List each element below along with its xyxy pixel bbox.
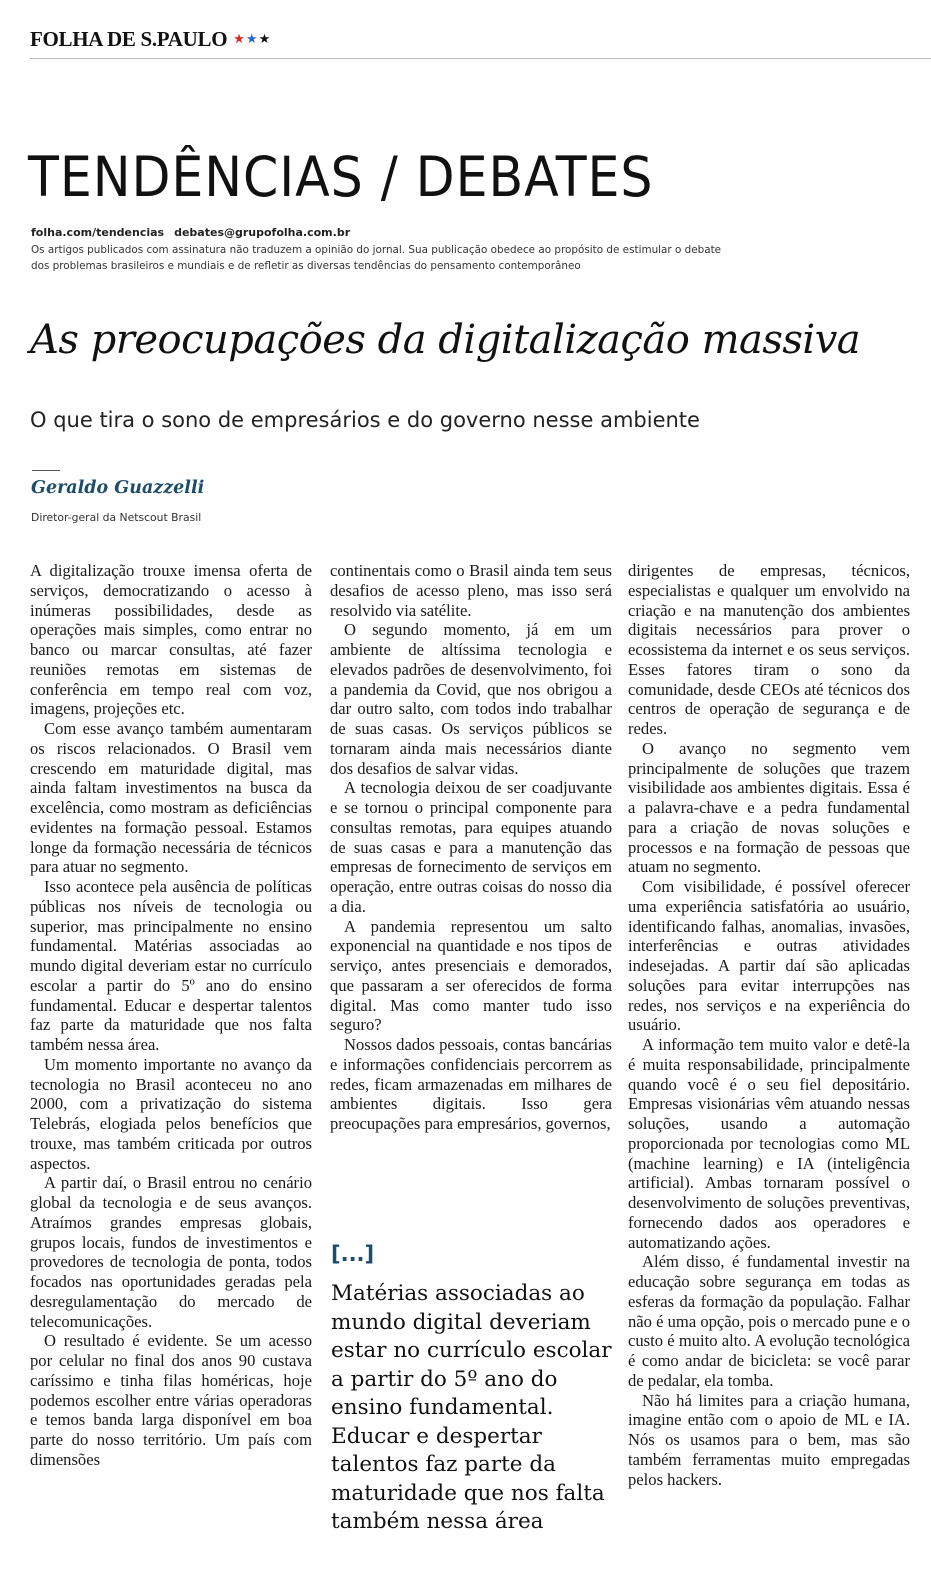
paragraph: A tecnologia deixou de ser coadjuvante e se tornou o principal componente para consultas remotas, para equipes atuando de suas casas e para a manutenção das empresas de fornecimento de serviços em operação, entre outras coisas do nosso dia a dia.: [330, 778, 612, 916]
star-icon: ★: [245, 31, 259, 47]
paragraph: Com esse avanço também aumentaram os riscos relacionados. O Brasil vem crescendo em maturidade digital, mas ainda faltam investimentos na busca da excelência, como mostram as deficiências evidentes na formação pessoal. Estamos longe da formação necessária de técnicos para atuar no segmento.: [30, 719, 312, 877]
section-contacts: [31, 226, 350, 239]
article-column-2: [330, 561, 612, 1134]
paragraph: Com visibilidade, é possível oferecer uma experiência satisfatória ao usuário, identificando falhas, anomalias, invasões, interferências e outras atividades indesejadas. A partir daí são aplicadas soluções para evitar interrupções nas redes, nos serviços e na experiência do usuário.: [628, 877, 910, 1035]
paragraph: continentais como o Brasil ainda tem seus desafios de acesso pleno, mas isso será resolvido via satélite.: [330, 561, 612, 620]
paragraph: Um momento importante no avanço da tecnologia no Brasil aconteceu no ano 2000, com a privatização do sistema Telebrás, elogiada pelos benefícios que trouxe, mas também criticada por outros aspectos.: [30, 1054, 312, 1173]
star-icon: ★: [233, 31, 246, 47]
paragraph: A informação tem muito valor e detê-la é muita responsabilidade, principalmente quando você é o seu fiel depositário. Empresas visionárias vêm atuando nessas soluções, usando a automação proporcionada por tecnologias como ML (machine learning) e IA (inteligência artificial). Ambas tornaram possível o desenvolvimento de soluções preventivas, fornecendo dados aos operadores e automatizando ações.: [628, 1035, 910, 1252]
masthead-divider: [30, 58, 931, 59]
paragraph: A partir daí, o Brasil entrou no cenário global da tecnologia e de seus avanços. Atraímos grandes empresas globais, grupos locais, fundos de investimentos e provedores de tecnologia de ponta, todos focados nas oportunidades geradas pela desregulamentação do mercado de telecomunicações.: [30, 1173, 312, 1331]
logo-text: FOLHA DE S.PAULO: [30, 26, 228, 51]
paragraph: Não há limites para a criação humana, imagine então com o apoio de ML e IA. Nós os usamos para o bem, mas são também ferramentas muito empregadas pelos hackers.: [628, 1390, 910, 1489]
newspaper-logo: [30, 26, 271, 52]
star-icon: ★: [258, 31, 272, 47]
section-url[interactable]: folha.com/tendencias: [31, 226, 165, 239]
paragraph: dirigentes de empresas, técnicos, especialistas e qualquer um envolvido na criação e na manutenção dos ambientes digitais necessários para prover o ecossistema da internet e os seus serviços. Esses fatores tiram o sono da comunidade, desde CEOs até técnicos dos centros de operação de segurança e de redes.: [628, 561, 910, 738]
pullquote-text: Matérias associadas ao mundo digital deveriam estar no currículo escolar a partir do 5º ano do ensino fundamental. Educar e despertar talentos faz parte da maturidade que nos falta também nessa área: [331, 1281, 612, 1534]
paragraph: Nossos dados pessoais, contas bancárias e informações confidenciais percorrem as redes, ficam armazenadas em milhares de ambientes digitais. Isso gera preocupações para empresários, governos,: [330, 1035, 612, 1133]
article-subhead: O que tira o sono de empresários e do governo nesse ambiente: [30, 408, 700, 432]
article-headline: As preocupações da digitalização massiva: [30, 317, 861, 363]
section-email[interactable]: debates@grupofolha.com.br: [174, 226, 351, 239]
paragraph: Isso acontece pela ausência de políticas públicas nos níveis de tecnologia ou superior, mas principalmente no ensino fundamental. Matérias associadas ao mundo digital deveriam estar no currículo escolar a partir do 5º ano do ensino fundamental. Educar e despertar talentos faz parte da maturidade que nos falta também nessa área.: [30, 877, 312, 1054]
section-title: TENDÊNCIAS / DEBATES: [28, 145, 654, 209]
paragraph: Além disso, é fundamental investir na educação sobre segurança em todas as esferas da formação da população. Falhar não é uma opção, pois o mercado pune e o custo é muito alto. A evolução tecnológica é como andar de bicicleta: se você parar de pedalar, ela tomba.: [628, 1252, 910, 1390]
author-name: Geraldo Guazzelli: [31, 478, 205, 498]
paragraph: A pandemia representou um salto exponencial na quantidade e nos tipos de serviço, antes presenciais e demorados, que passaram a ser oferecidos de forma digital. Mas como manter tudo isso seguro?: [330, 916, 612, 1035]
paragraph: O avanço no segmento vem principalmente de soluções que trazem visibilidade aos ambientes digitais. Essa é a palavra-chave e a pedra fundamental para a criação de novas soluções e processos e na formação de pessoas que atuam no segmento.: [628, 738, 910, 877]
author-divider: [32, 470, 60, 471]
paragraph: O resultado é evidente. Se um acesso por celular no final dos anos 90 custava caríssimo e tinha filas homéricas, hoje podemos escolher entre várias operadoras e temos banda larga disponível em boa parte do nosso território. Um país com dimensões: [30, 1331, 312, 1469]
pullquote-mark: [...]: [331, 1242, 375, 1266]
author-role: Diretor-geral da Netscout Brasil: [31, 511, 202, 524]
article-column-3: [628, 561, 910, 1489]
section-disclaimer: Os artigos publicados com assinatura não traduzem a opinião do jornal. Sua publicação obedece ao propósito de estimular o debate dos problemas brasileiros e mundiais e de refletir as diversas tendências do pensamento contemporâneo: [31, 244, 722, 272]
article-column-1: [30, 561, 312, 1470]
logo-stars: [233, 32, 271, 47]
paragraph: A digitalização trouxe imensa oferta de serviços, democratizando o acesso à inúmeras possibilidades, desde as operações mais simples, como entrar no banco ou marcar consultas, até fazer reuniões remotas em sistemas de conferência em tempo real com voz, imagens, projeções etc.: [30, 561, 312, 719]
paragraph: O segundo momento, já em um ambiente de altíssima tecnologia e elevados padrões de desenvolvimento, foi a pandemia da Covid, que nos obrigou a dar outro salto, com todos indo trabalhar de suas casas. Os serviços públicos se tornaram ainda mais necessários diante dos desafios de salvar vidas.: [330, 620, 612, 778]
